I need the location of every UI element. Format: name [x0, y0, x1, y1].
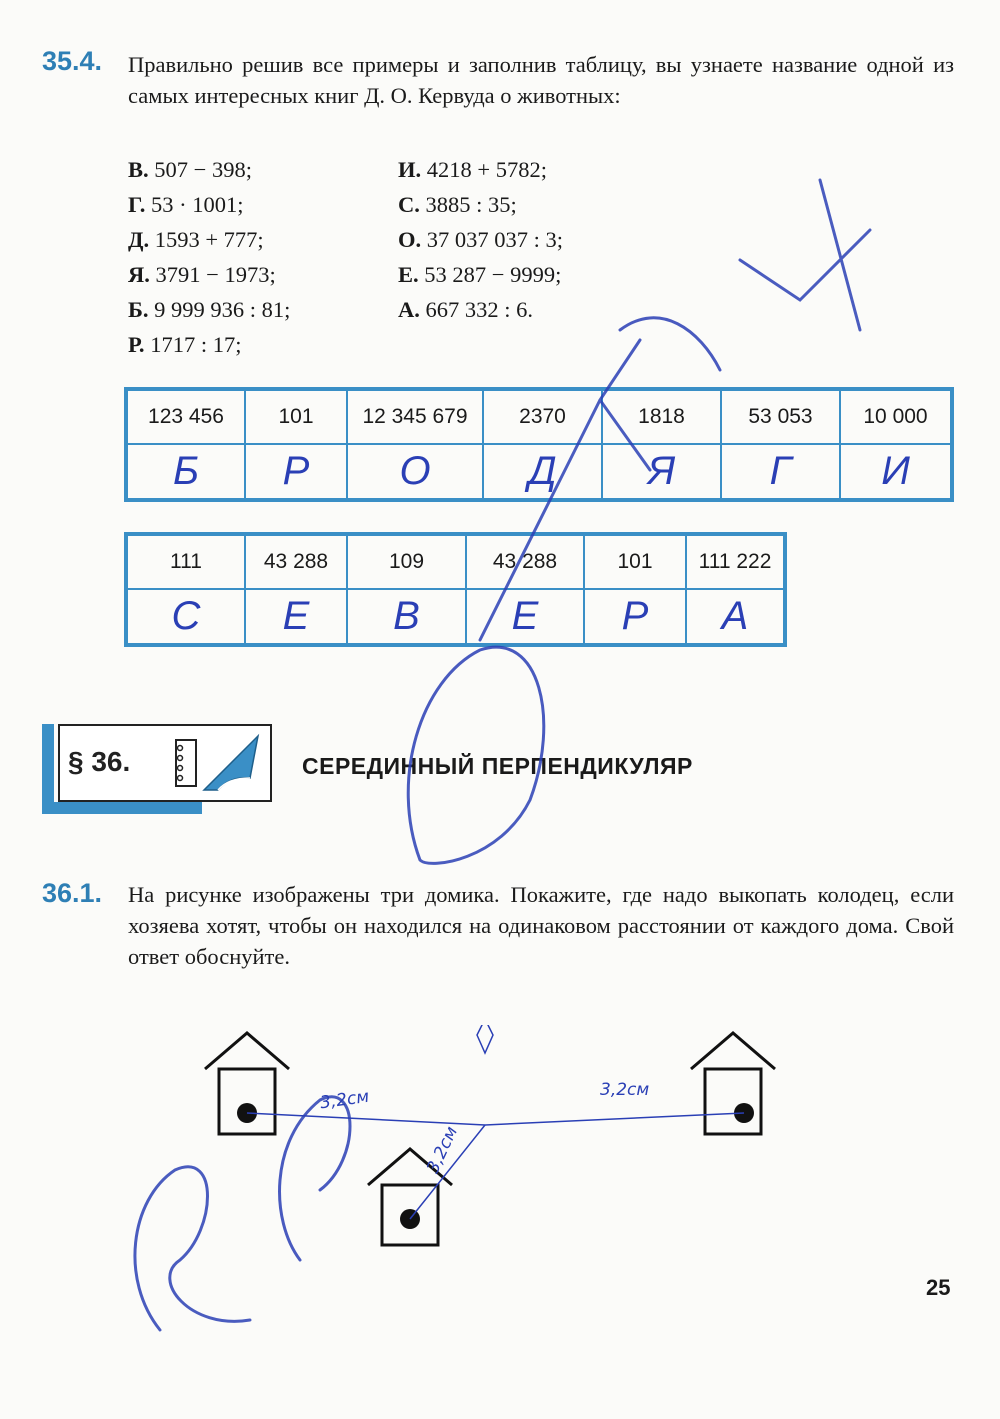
table-cell: 111 — [126, 534, 245, 589]
page-number: 25 — [926, 1275, 951, 1300]
example-item: Р. 1717 : 17; — [128, 332, 242, 357]
section-title: СЕРЕДИННЫЙ ПЕРПЕНДИКУЛЯР — [302, 753, 693, 779]
handwritten-letter: Р — [282, 449, 310, 493]
handwritten-letter: Г — [769, 449, 792, 493]
task-number: 36.1. — [42, 878, 103, 908]
handwritten-letter: Е — [511, 594, 539, 638]
distance-label-right: 3,2см — [600, 1080, 650, 1100]
distance-label-bottom: 3,2см — [423, 1123, 463, 1177]
example-item: Д. 1593 + 777; — [128, 227, 264, 252]
handwritten-letter: И — [881, 449, 910, 493]
table-cell: 43 288 — [245, 534, 347, 589]
handwritten-letter: Д — [528, 449, 557, 493]
table-cell: 101 — [245, 389, 347, 444]
table-cell: 12 345 679 — [347, 389, 483, 444]
table-cell: 111 222 — [686, 534, 785, 589]
table-cell: 101 — [584, 534, 686, 589]
table-cell: 10 000 — [840, 389, 952, 444]
handwritten-letter: Е — [282, 594, 310, 638]
table-cell: 123 456 — [126, 389, 245, 444]
example-item: О. 37 037 037 : 3; — [398, 227, 564, 252]
task-number: 35.4. — [42, 46, 103, 76]
handwritten-letter: А — [721, 594, 749, 638]
task-text: Правильно решив все примеры и заполнив таблицу, вы узнаете название одной из самых интересных книг Д. О. Кервуда о животных: — [128, 52, 954, 108]
example-item: В. 507 − 398; — [128, 157, 252, 182]
example-item: Е. 53 287 − 9999; — [398, 262, 562, 287]
handwritten-letter: О — [399, 449, 431, 493]
table-cell: 2370 — [483, 389, 602, 444]
example-item: С. 3885 : 35; — [398, 192, 517, 217]
section-number: § 36. — [68, 746, 131, 777]
example-item: Я. 3791 − 1973; — [128, 262, 276, 287]
handwritten-letter: Б — [172, 449, 200, 493]
table-cell: 109 — [347, 534, 466, 589]
distance-label-left: 3,2см — [318, 1086, 371, 1114]
task-text: На рисунке изображены три домика. Покажите, где надо выкопать колодец, если хозяева хотят, чтобы он находился на одинаковом расстоянии от каждого дома. Свой ответ обоснуйте. — [128, 882, 954, 969]
handwritten-letter: С — [171, 594, 201, 638]
table-cell: 53 053 — [721, 389, 840, 444]
example-item: Г. 53 · 1001; — [128, 192, 244, 217]
example-item: Б. 9 999 936 : 81; — [128, 297, 291, 322]
example-item: И. 4218 + 5782; — [398, 157, 547, 182]
example-item: А. 667 332 : 6. — [398, 297, 534, 322]
handwritten-letter: В — [393, 594, 420, 638]
table-cell: 43 288 — [466, 534, 584, 589]
handwritten-letter: Я — [647, 449, 676, 493]
table-cell: 1818 — [602, 389, 721, 444]
handwritten-letter: Р — [621, 594, 649, 638]
